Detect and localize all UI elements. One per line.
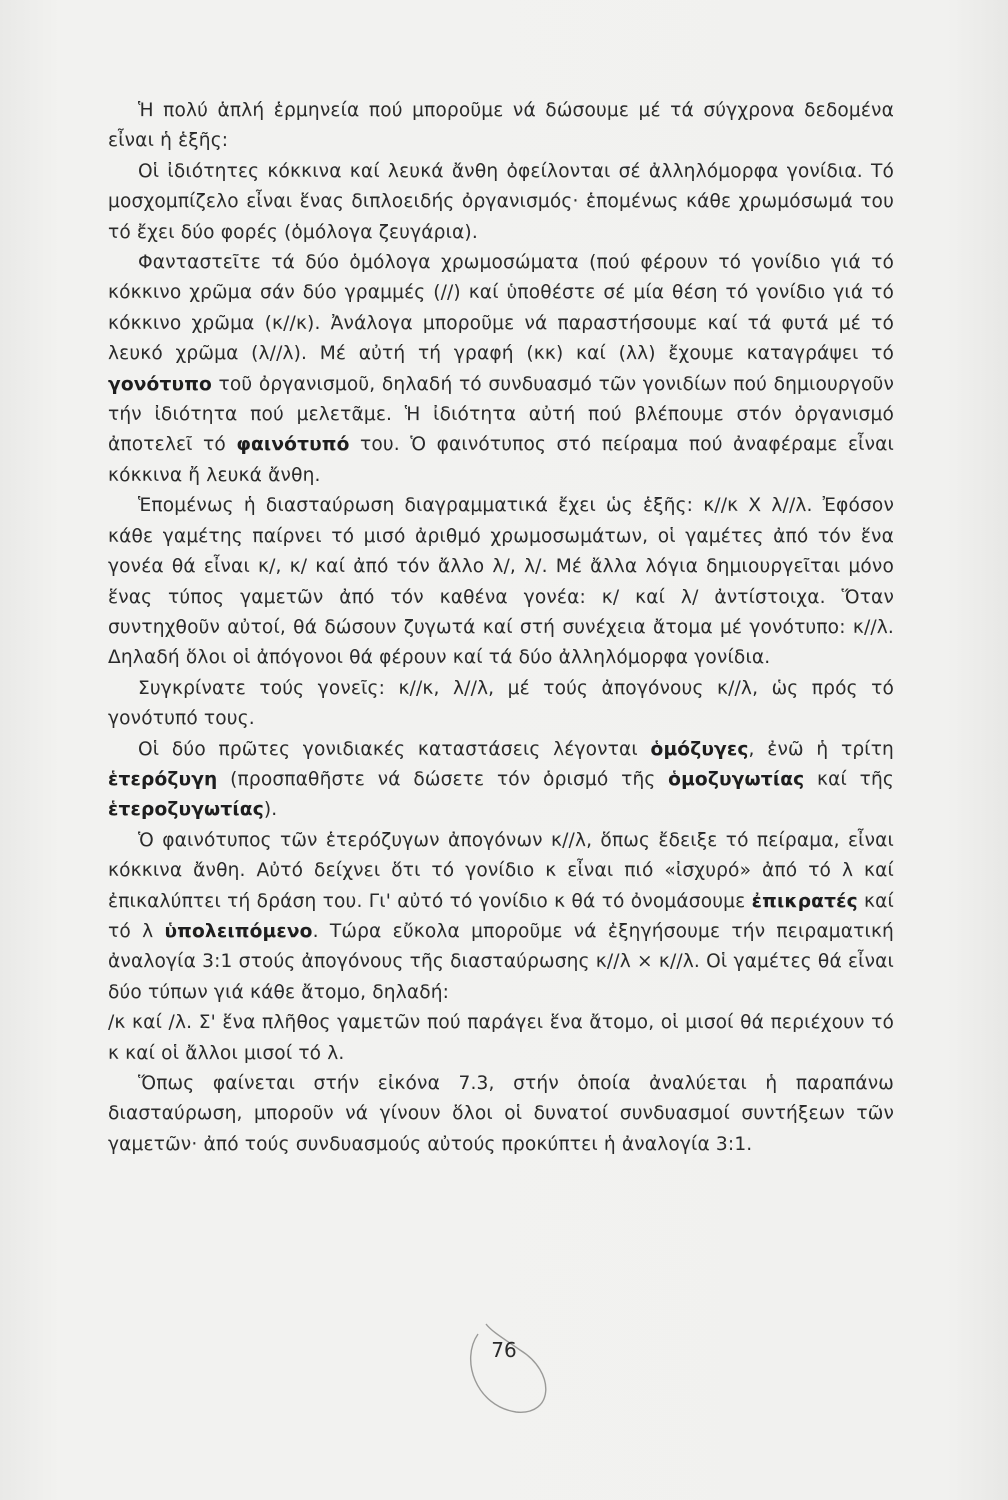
text-run: Ὁ φαινότυπος τῶν ἑτερόζυγων ἀπογόνων κ//λ, ὅπως ἔδειξε τό πείραμα, εἶναι κόκκινα ἄνθη. Αὐτό δείχνει ὅτι τό γονίδιο κ εἶναι πιό «ἰσχυρό» ἀπό τό λ καί ἐπικαλύπτει τή δράση του. Γι' αὐτό τό γονίδιο κ θά τό ὀνομάσουμε <box>108 829 894 912</box>
bold-term: ὁμόζυγες <box>650 738 749 760</box>
pen-circle-mark <box>458 1320 558 1420</box>
paragraph <box>108 491 894 673</box>
paragraph <box>108 1008 894 1069</box>
paragraph <box>108 674 894 735</box>
text-run: Ὅπως φαίνεται στήν εἰκόνα 7.3, στήν ὁποία ἀναλύεται ἡ παραπάνω διασταύρωση, μποροῦν νά γίνουν ὅλοι οἱ δυνατοί συνδυασμοί συντήξεων τῶν γαμετῶν· ἀπό τούς συνδυασμούς αὐτούς προκύπτει ἡ ἀναλογία 3:1. <box>108 1073 894 1155</box>
paragraph <box>108 157 894 248</box>
text-run: του. Ὁ φαινότυπος στό πείραμα πού ἀναφέραμε εἶναι κόκκινα ἤ λευκά ἄνθη. <box>108 434 894 486</box>
paragraph <box>108 826 894 1008</box>
bold-term: ἑτεροζυγωτίας <box>108 799 264 821</box>
text-run: /κ καί /λ. Σ' ἕνα πλῆθος γαμετῶν πού παράγει ἕνα ἄτομο, οἱ μισοί θά περιέχουν τό κ καί οἱ ἄλλοι μισοί τό λ. <box>108 1012 894 1064</box>
paragraph <box>108 96 894 157</box>
text-run: καί τῆς <box>804 768 894 790</box>
bold-term: ὁμοζυγωτίας <box>668 768 805 790</box>
paragraph <box>108 248 894 491</box>
text-run: Φανταστεῖτε τά δύο ὁμόλογα χρωμοσώματα (πού φέρουν τό γονίδιο γιά τό κόκκινο χρῶμα σάν δύο γραμμές (//) καί ὑποθέστε σέ μία θέση τό γονίδιο γιά τό κόκκινο χρῶμα (κ//κ). Ἀνάλογα μποροῦμε νά παραστήσουμε καί τά φυτά μέ τό λευκό χρῶμα (λ//λ). Μέ αὐτή τή γραφή (κκ) καί (λλ) ἔχουμε καταγράψει τό <box>108 252 894 365</box>
paragraph <box>108 1069 894 1160</box>
body-text <box>108 96 894 1160</box>
text-run: Οἱ ἰδιότητες κόκκινα καί λευκά ἄνθη ὀφείλονται σέ ἀλληλόμορφα γονίδια. Τό μοσχομπίζελο εἶναι ἕνας διπλοειδής ὀργανισμός· ἑπομένως κάθε χρωμόσωμά του τό ἔχει δύο φορές (ὁμόλογα ζευγάρια). <box>108 160 894 243</box>
bold-term: ὑπολειπόμενο <box>164 920 313 942</box>
text-run: . Τώρα εὔκολα μποροῦμε νά ἐξηγήσουμε τήν πειραματική ἀναλογία 3:1 στούς ἀπογόνους τῆς διασταύρωσης κ//λ × κ//λ. Οἱ γαμέτες θά εἶναι δύο τύπων γιά κάθε ἄτομο, δηλαδή: <box>108 920 894 1003</box>
text-run: , ἐνῶ ἡ τρίτη <box>748 738 894 760</box>
text-run: Συγκρίνατε τούς γονεῖς: κ//κ, λ//λ, μέ τούς ἀπογόνους κ//λ, ὡς πρός τό γονότυπό τους. <box>108 677 894 730</box>
bold-term: ἐπικρατές <box>751 890 858 912</box>
text-run: Ἑπομένως ἡ διασταύρωση διαγραμματικά ἔχει ὡς ἑξῆς: κ//κ Χ λ//λ. Ἐφόσον κάθε γαμέτης παίρνει τό μισό ἀριθμό χρωμοσωμάτων, οἱ γαμέτες ἀπό τόν ἕνα γονέα θά εἶναι κ/, κ/ καί ἀπό τόν ἄλλο λ/, λ/. Μέ ἄλλα λόγια δημιουργεῖται μόνο ἕνας τύπος γαμετῶν ἀπό τόν καθένα γονέα: κ/ καί λ/ ἀντίστοιχα. Ὅταν συντηχθοῦν αὐτοί, θά δώσουν ζυγωτά καί στή συνέχεια ἄτομα μέ γονότυπο: κ//λ. Δηλαδή ὅλοι οἱ ἀπόγονοι θά φέρουν καί τά δύο ἀλληλόμορφα γονίδια. <box>108 495 894 669</box>
text-run: ). <box>263 799 278 821</box>
bold-term: γονότυπο <box>108 373 212 395</box>
text-run: Οἱ δύο πρῶτες γονιδιακές καταστάσεις λέγονται <box>138 738 651 760</box>
text-run: τοῦ ὀργανισμοῦ, δηλαδή τό συνδυασμό τῶν γονιδίων πού δημιουργοῦν τήν ἰδιότητα πού μελετᾶμε. Ἡ ἰδιότητα αὐτή πού βλέπουμε στόν ὀργανισμό ἀποτελεῖ τό <box>108 373 894 456</box>
paragraph <box>108 735 894 826</box>
text-run: Ἡ πολύ ἁπλή ἑρμηνεία πού μποροῦμε νά δώσουμε μέ τά σύγχρονα δεδομένα εἶναι ἡ ἑξῆς: <box>108 100 894 152</box>
text-run: καί τό λ <box>108 890 894 942</box>
bold-term: φαινότυπό <box>236 434 350 456</box>
text-run: (προσπαθῆστε νά δώσετε τόν ὁρισμό τῆς <box>217 768 669 790</box>
page-number: 76 <box>491 1338 517 1362</box>
bold-term: ἑτερόζυγη <box>108 768 218 790</box>
